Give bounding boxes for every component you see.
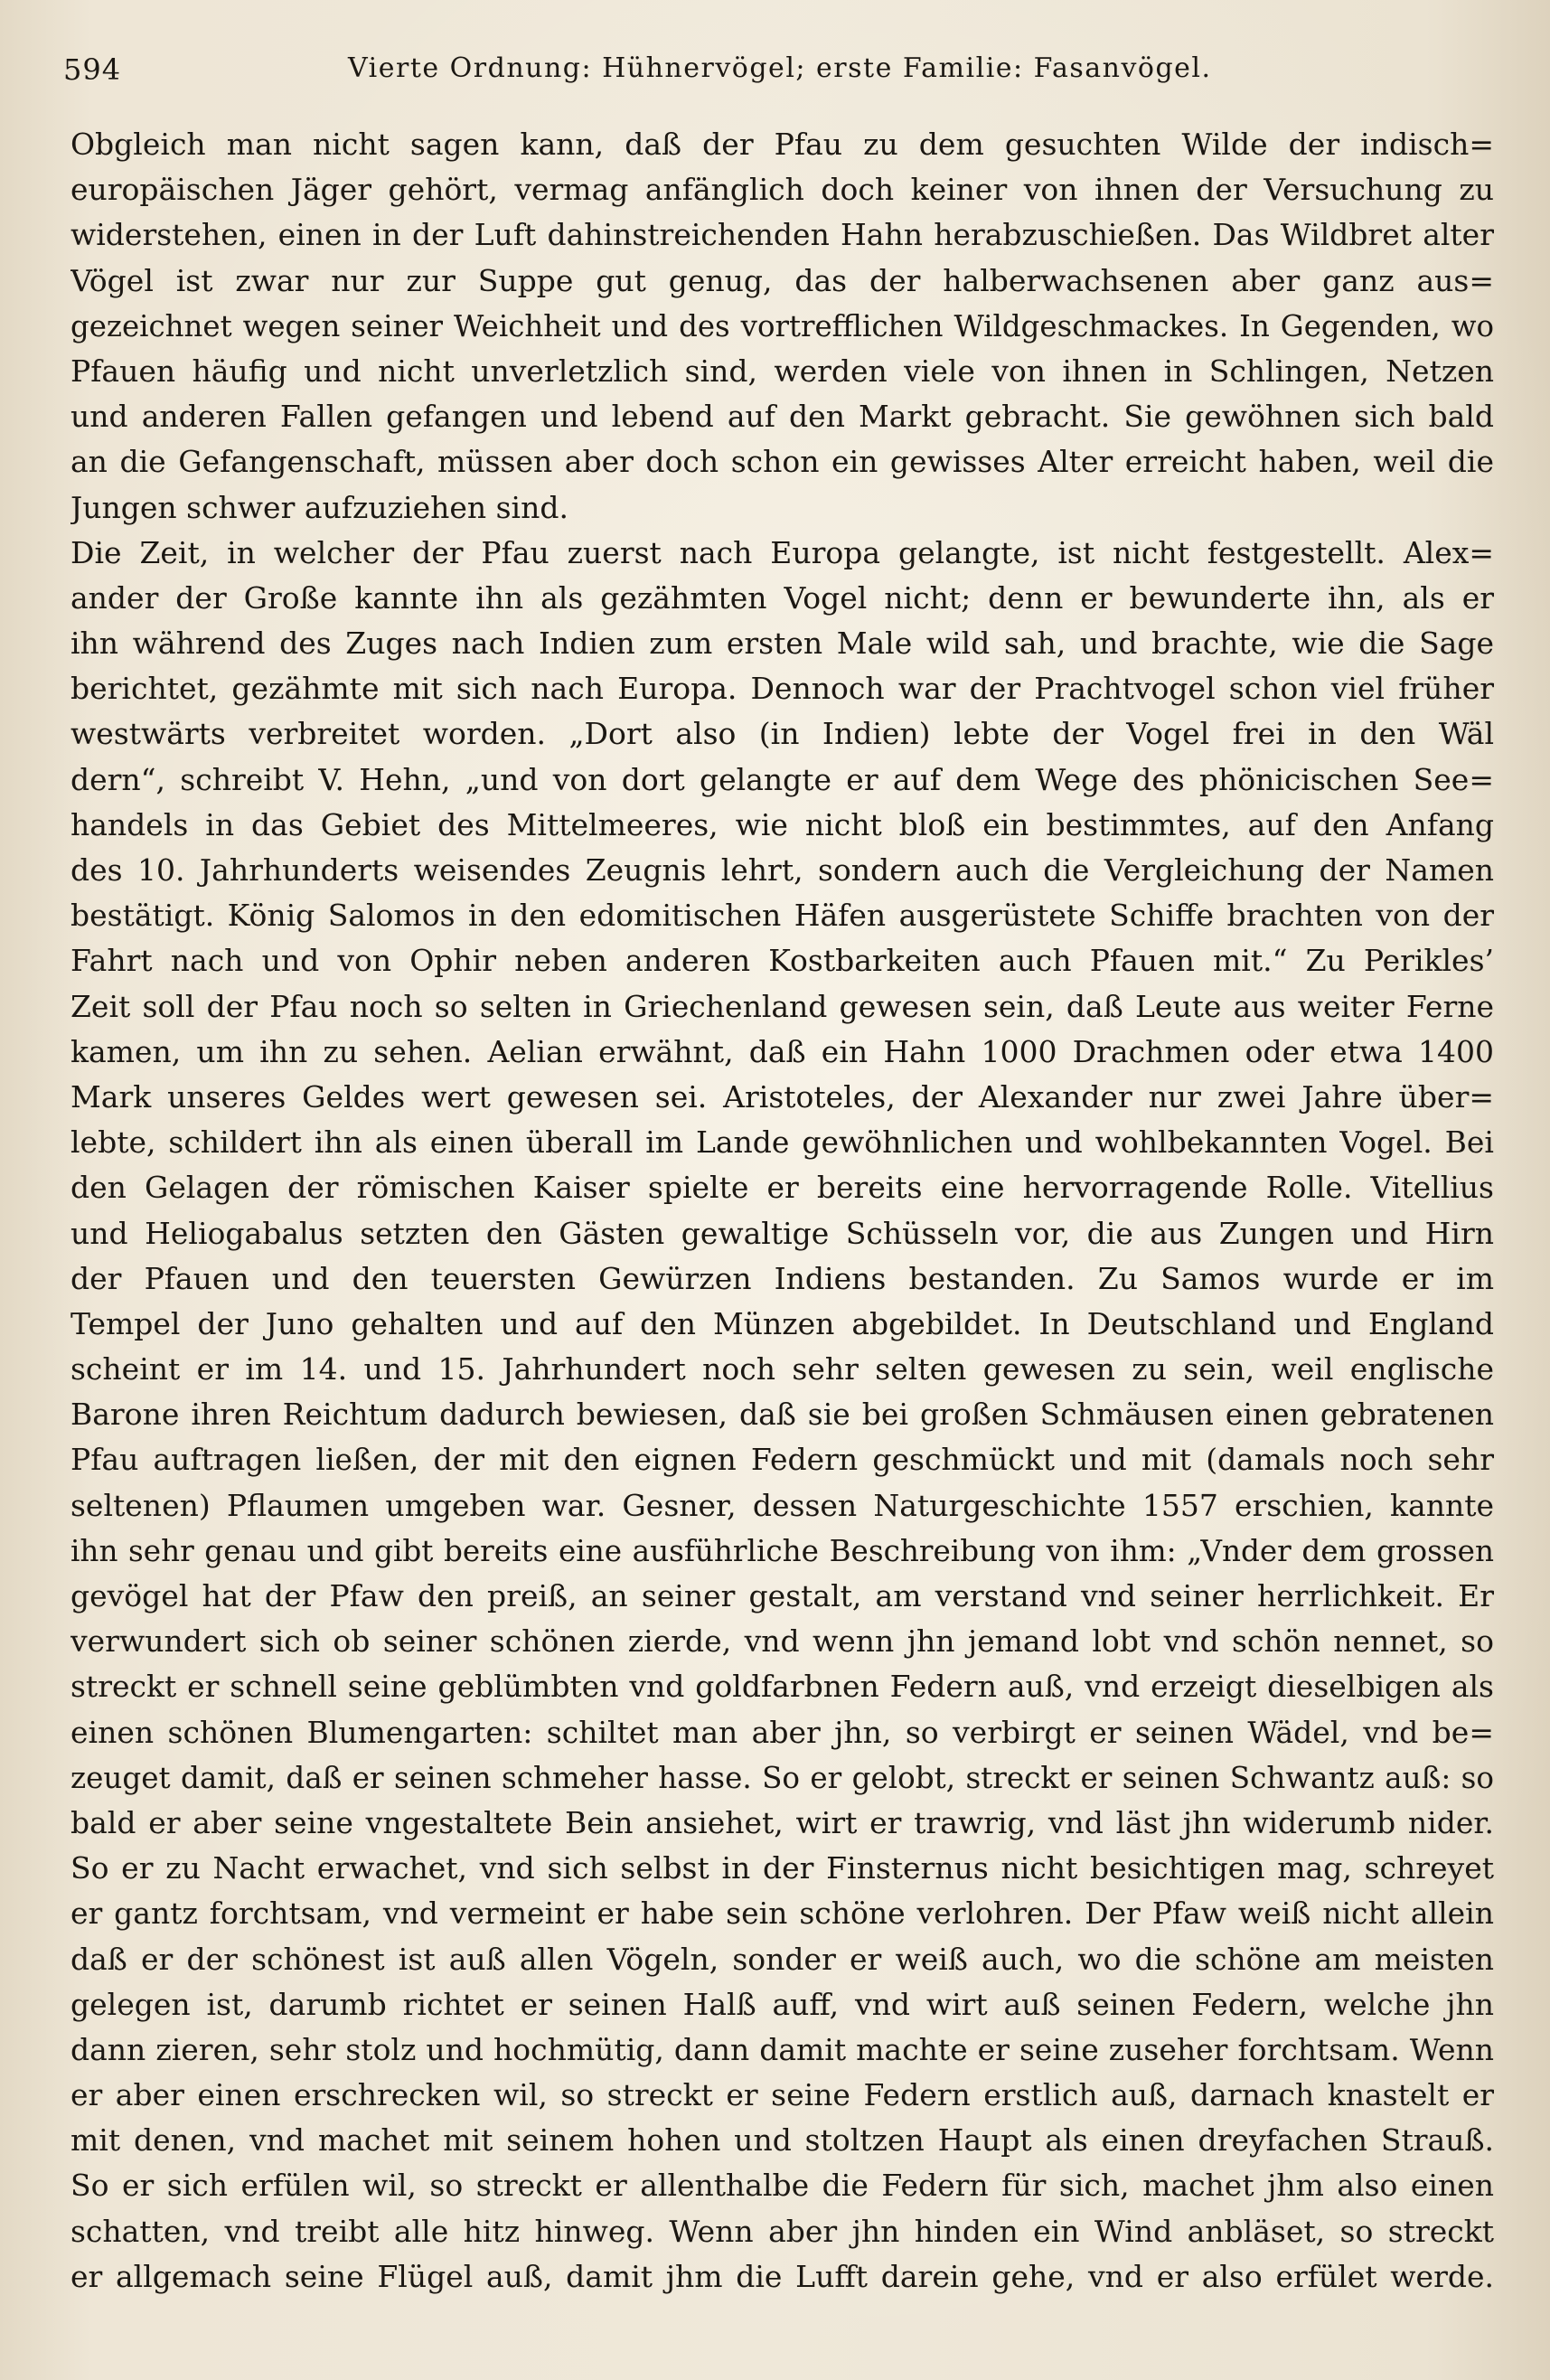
text-line: daß er der schönest ist auß allen Vögeln, sonder er weiß auch, wo die schöne am meisten [70,1941,1494,1977]
text-line: Mark unseres Geldes wert gewesen sei. Aristoteles, der Alexander nur zwei Jahre über= [70,1078,1494,1115]
text-line: lebte, schildert ihn als einen überall im Lande gewöhnlichen und wohlbekannten Vogel. Bei [70,1124,1494,1161]
text-line: Barone ihren Reichtum dadurch bewiesen, daß sie bei großen Schmäusen einen gebratenen [70,1397,1494,1433]
text-line: widerstehen, einen in der Luft dahinstreichenden Hahn herabzuschießen. Das Wildbret alter [70,217,1494,253]
page-header [63,52,1500,107]
text-line: handels in das Gebiet des Mittelmeeres, wie nicht bloß ein bestimmtes, auf den Anfang [70,806,1494,842]
text-line: Die Zeit, in welcher der Pfau zuerst nach Europa gelangte, ist nicht festgestellt. Alex= [70,534,1494,570]
text-line: bestätigt. König Salomos in den edomitischen Häfen ausgerüstete Schiffe brachten von der [70,898,1494,934]
text-line: Vögel ist zwar nur zur Suppe gut genug, das der halberwachsenen aber ganz aus= [70,262,1494,298]
text-line: So er sich erfülen wil, so streckt er allenthalbe die Federn für sich, machet jhm also einen [70,2168,1494,2204]
text-line: dann zieren, sehr stolz und hochmütig, dann damit machte er seine zuseher forchtsam. Wenn [70,2031,1494,2067]
text-line: und anderen Fallen gefangen und lebend auf den Markt gebracht. Sie gewöhnen sich bald [70,399,1494,435]
text-line: den Gelagen der römischen Kaiser spielte er bereits eine hervorragende Rolle. Vitellius [70,1170,1494,1206]
text-line: schatten, vnd treibt alle hitz hinweg. Wenn aber jhn hinden ein Wind anbläset, so streckt [70,2213,1494,2249]
text-line: der Pfauen und den teuersten Gewürzen Indiens bestanden. Zu Samos wurde er im [70,1260,1494,1296]
text-line: er gantz forchtsam, vnd vermeint er habe sein schöne verlohren. Der Pfaw weiß nicht allein [70,1896,1494,1932]
text-line: streckt er schnell seine geblümbten vnd goldfarbnen Federn auß, vnd erzeigt dieselbigen als [70,1669,1494,1705]
text-line: mit denen, vnd machet mit seinem hohen und stoltzen Haupt als einen dreyfachen Strauß. [70,2122,1494,2159]
text-line: berichtet, gezähmte mit sich nach Europa. Dennoch war der Prachtvogel schon viel früher [70,671,1494,707]
text-line: So er zu Nacht erwachet, vnd sich selbst in der Finsternus nicht besichtigen mag, schreyet [70,1850,1494,1886]
text-line: verwundert sich ob seiner schönen zierde, vnd wenn jhn jemand lobt vnd schön nennet, so [70,1623,1494,1660]
text-line: gevögel hat der Pfaw den preiß, an seiner gestalt, am verstand vnd seiner herrlichkeit. Er [70,1578,1494,1613]
text-line: er aber einen erschrecken wil, so streckt er seine Federn erstlich auß, darnach knastelt er [70,2077,1494,2113]
text-line: europäischen Jäger gehört, vermag anfänglich doch keiner von ihnen der Versuchung zu [70,172,1494,208]
text-line: ihn sehr genau und gibt bereits eine ausführliche Beschreibung von ihm: „Vnder dem grossen [70,1533,1494,1568]
text-line: seltenen) Pflaumen umgeben war. Gesner, dessen Naturgeschichte 1557 erschien, kannte [70,1487,1494,1523]
text-line: ander der Große kannte ihn als gezähmten Vogel nicht; denn er bewunderte ihn, als er [70,579,1494,616]
text-line: ihn während des Zuges nach Indien zum ersten Male wild sah, und brachte, wie die Sage [70,626,1494,662]
text-line: gezeichnet wegen seiner Weichheit und des vortrefflichen Wildgeschmackes. In Gegenden, wo [70,308,1494,343]
text-line: Obgleich man nicht sagen kann, daß der Pfau zu dem gesuchten Wilde der indisch= [70,127,1494,162]
text-line: gelegen ist, darumb richtet er seinen Halß auff, vnd wirt auß seinen Federn, welche jhn [70,1986,1494,2022]
body-text [70,122,1494,2300]
text-line: scheint er im 14. und 15. Jahrhundert noch sehr selten gewesen zu sein, weil englische [70,1351,1494,1388]
text-line: kamen, um ihn zu sehen. Aelian erwähnt, daß ein Hahn 1000 Drachmen oder etwa 1400 [70,1033,1494,1069]
text-line: zeuget damit, daß er seinen schmeher hasse. So er gelobt, streckt er seinen Schwantz auß: so [70,1760,1494,1795]
running-head: Vierte Ordnung: Hühnervögel; erste Familie: Fasanvögel. [348,52,1212,84]
page-number: 594 [63,52,122,87]
text-line: dern“, schreibt V. Hehn, „und von dort gelangte er auf dem Wege des phönicischen See= [70,761,1494,797]
text-line: des 10. Jahrhunderts weisendes Zeugnis lehrt, sondern auch die Vergleichung der Namen [70,852,1494,888]
text-line: einen schönen Blumengarten: schiltet man aber jhn, so verbirgt er seinen Wädel, vnd be= [70,1714,1494,1750]
text-line: Jungen schwer aufzuziehen sind. [70,489,568,525]
text-line: Tempel der Juno gehalten und auf den Münzen abgebildet. In Deutschland und England [70,1305,1494,1341]
text-line: er allgemach seine Flügel auß, damit jhm die Lufft darein gehe, vnd er also erfület werde. [70,2258,1494,2294]
text-line: bald er aber seine vngestaltete Bein ansiehet, wirt er trawrig, vnd läst jhn widerumb nider. [70,1804,1494,1840]
text-line: an die Gefangenschaft, müssen aber doch schon ein gewisses Alter erreicht haben, weil die [70,444,1494,480]
text-line: Fahrt nach und von Ophir neben anderen Kostbarkeiten auch Pfauen mit.“ Zu Perikles’ [70,943,1494,979]
text-line: und Heliogabalus setzten den Gästen gewaltige Schüsseln vor, die aus Zungen und Hirn [70,1215,1494,1251]
text-line: Pfauen häufig und nicht unverletzlich sind, werden viele von ihnen in Schlingen, Netzen [70,353,1494,389]
text-line: Zeit soll der Pfau noch so selten in Griechenland gewesen sein, daß Leute aus weiter Ferne [70,988,1494,1024]
text-line: westwärts verbreitet worden. „Dort also (in Indien) lebte der Vogel frei in den Wäl [70,716,1494,752]
text-line: Pfau auftragen ließen, der mit den eignen Federn geschmückt und mit (damals noch sehr [70,1442,1494,1478]
